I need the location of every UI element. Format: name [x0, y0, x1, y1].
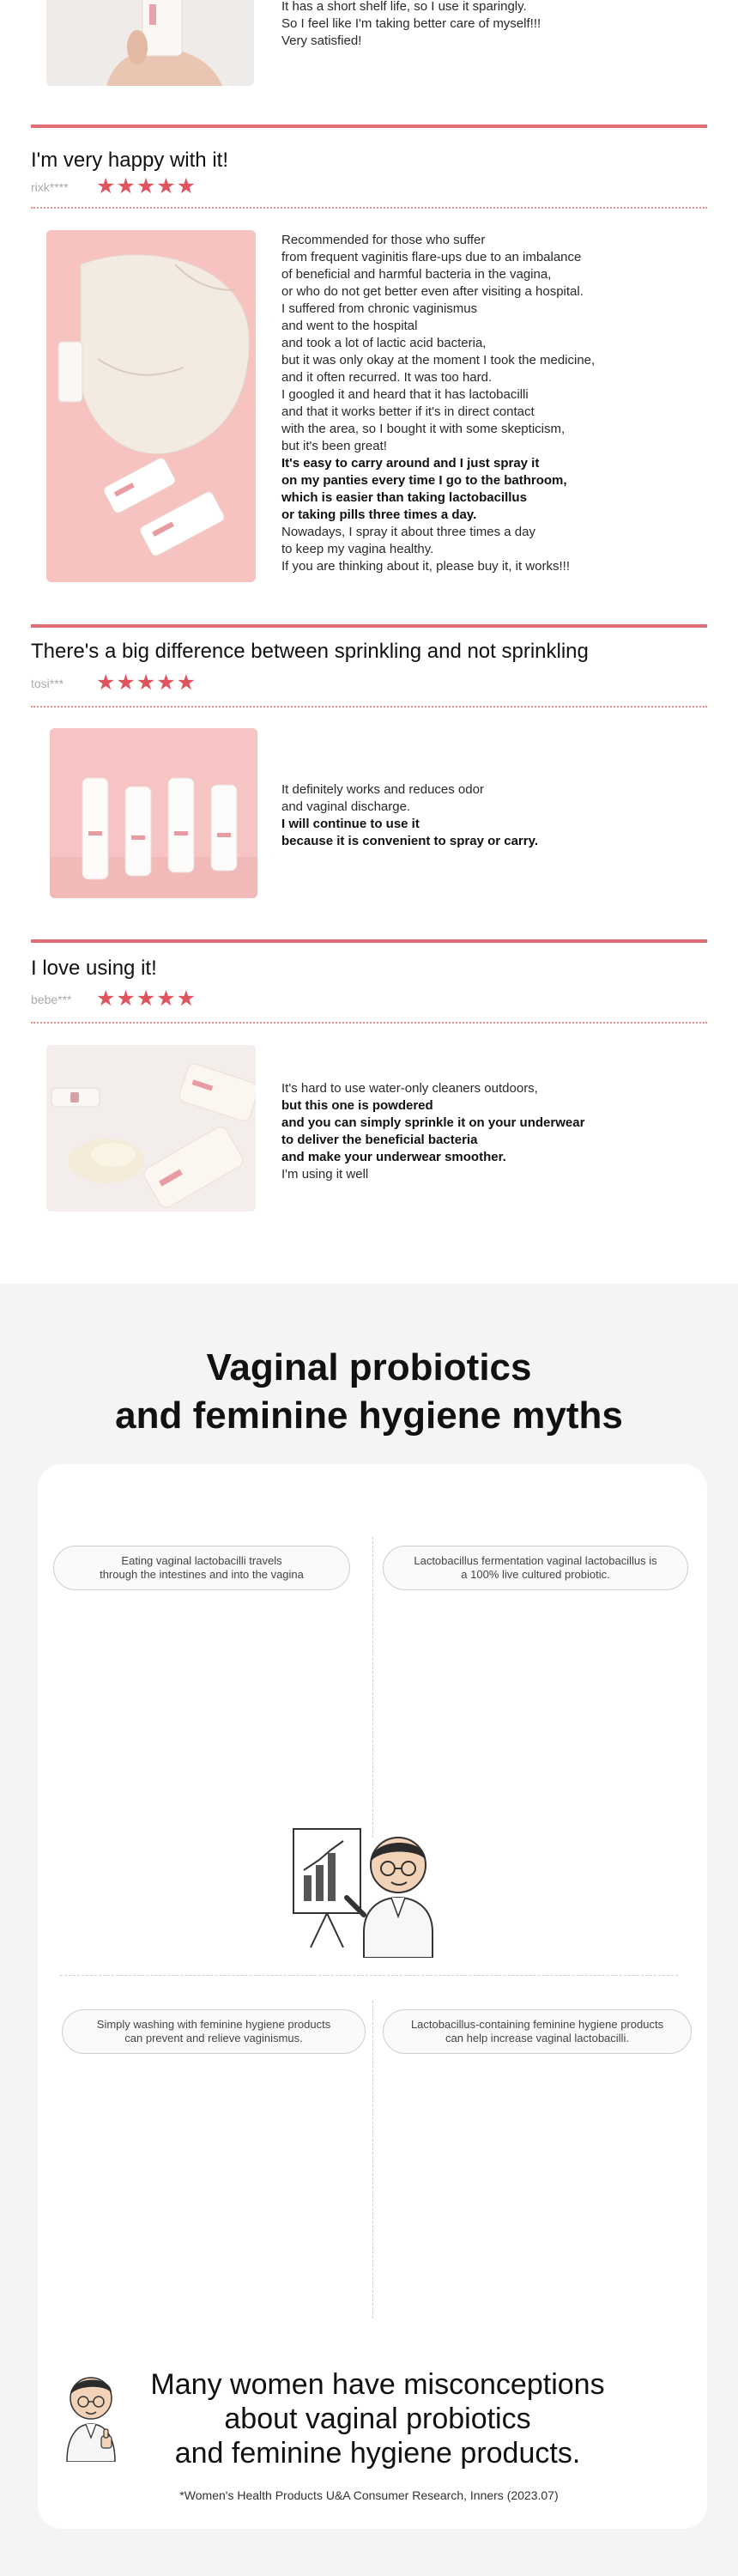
review-text-line: because it is convenient to spray or carry. — [281, 834, 539, 848]
review-text-line: but this one is powdered — [281, 1098, 433, 1113]
pie-slice-label: Normally — [451, 2166, 499, 2179]
conclusion-text-line-2: about vaginal probiotics — [224, 2403, 531, 2435]
reviewer-name: rixk**** — [31, 180, 69, 194]
review-title: I love using it! — [31, 957, 157, 980]
card-divider-horizontal — [60, 1975, 678, 1976]
review-text-line: If you are thinking about it, please buy it, it works!!! — [281, 559, 571, 574]
review-text-line: It has a short shelf life, so I use it sparingly. — [281, 0, 527, 14]
review-dotted-divider — [31, 207, 707, 209]
pie-slice-label: No — [172, 1665, 187, 1679]
pie-slice-label: Yes — [253, 1721, 274, 1735]
review-title: I'm very happy with it! — [31, 149, 228, 172]
four-sticks-image — [50, 728, 257, 898]
reviewer-name: bebe*** — [31, 993, 72, 1006]
review-photo-3 — [46, 1045, 256, 1212]
survey-question-1: Eating vaginal lactobacilli travels through the intestines and into the vagina — [53, 1546, 350, 1590]
pie-slice-value: 52.6 — [251, 1735, 275, 1750]
doctor-presenting-illustration — [285, 1812, 457, 1958]
pie-slice-value: 51.8 — [264, 2189, 288, 2203]
review-text-line: but it was only okay at the moment I took the medicine, — [281, 353, 596, 368]
review-text-line: of beneficial and harmful bacteria in the vagina, — [281, 267, 552, 282]
pie-slice-label: Yes — [579, 1716, 600, 1730]
review-text-line: and went to the hospital — [281, 319, 418, 333]
pie-slice-label: No — [503, 1662, 518, 1676]
powder-products-image — [46, 1045, 256, 1212]
survey-question-2: Lactobacillus fermentation vaginal lactobacillus is a 100% live cultured probiotic. — [383, 1546, 688, 1590]
review-text-line: and took a lot of lactic acid bacteria, — [281, 336, 487, 350]
pie-slice-value: 31.0 — [155, 2213, 180, 2227]
review-text-line: and vaginal discharge. — [281, 799, 411, 814]
review-text-line: on my panties every time I go to the bathroom, — [281, 473, 567, 488]
review-text-1 — [281, 232, 595, 575]
review-dotted-divider — [31, 706, 707, 708]
review-text-line: Nowadays, I spray it about three times a day — [281, 525, 535, 539]
pie-slice-value: 37.8 — [466, 1752, 490, 1766]
review-photo-1 — [46, 230, 256, 582]
pie-slice-label: Normally — [143, 2198, 192, 2212]
review-text-line: It's easy to carry around and I just spray it — [281, 456, 540, 471]
pouch-and-products-image — [46, 230, 256, 582]
review-text-line: but it's been great! — [281, 439, 387, 453]
review-text-line: which is easier than taking lactobacillus — [281, 490, 527, 505]
review-text-line: I'm using it well — [281, 1167, 369, 1182]
review-text-line: with the area, so I bought it with some skepticism, — [281, 422, 566, 436]
review-text-line: It definitely works and reduces odor — [281, 782, 484, 797]
review-text-line: and make your underwear smoother. — [281, 1150, 506, 1164]
survey-question-3: Simply washing with feminine hygiene products can prevent and relieve vaginismus. — [62, 2009, 366, 2054]
star-rating: ★★★★★ — [96, 671, 197, 695]
review-divider — [31, 939, 707, 943]
hand-holding-product-image — [46, 0, 254, 86]
pie-slice-value: 32.2 — [141, 1753, 165, 1767]
survey-question-4: Lactobacillus-containing feminine hygiene products can help increase vaginal lactobacilli. — [383, 2009, 692, 2054]
pie-slice-label: Yes — [266, 2174, 287, 2188]
review-text-line: I googled it and heard that it has lactobacilli — [281, 387, 529, 402]
conclusion-text: Many women have misconceptions — [150, 2368, 605, 2401]
source-footnote: *Women's Health Products U&A Consumer Research, Inners (2023.07) — [179, 2488, 559, 2502]
review-text-3 — [281, 1080, 584, 1183]
review-text-2 — [281, 781, 538, 850]
card-divider-vertical-bottom — [372, 2001, 373, 2318]
review-text-line: to deliver the beneficial bacteria — [281, 1133, 478, 1147]
pie-slice-value: 17.2 — [177, 2136, 202, 2151]
review-divider — [31, 624, 707, 628]
reviewer-name: tosi*** — [31, 677, 64, 690]
pie-slice-value: 8.4 — [508, 2130, 526, 2145]
star-rating: ★★★★★ — [96, 987, 197, 1011]
pie-slice-value: 50.2 — [578, 1731, 602, 1746]
pie-slice-value: 12.0 — [499, 1677, 523, 1692]
conclusion-text-line-3: and feminine hygiene products. — [174, 2437, 581, 2470]
pie-slice-label: Normally — [454, 1737, 503, 1751]
review-divider — [31, 125, 707, 128]
pie-slice-label: No — [509, 2116, 525, 2129]
review-text-line: and that it works better if it's in direct contact — [281, 404, 535, 419]
review-dotted-divider — [31, 1022, 707, 1024]
section-title: Vaginal probiotics — [206, 1346, 532, 1388]
review-title: There's a big difference between sprinkling and not sprinkling — [31, 640, 589, 663]
review-text-line: and it often recurred. It was too hard. — [281, 370, 493, 385]
review-text-line: or who do not get better even after visiting a hospital. — [281, 284, 584, 299]
review-photo-0 — [46, 0, 254, 86]
review-text-line: I will continue to use it — [281, 817, 420, 831]
star-rating: ★★★★★ — [96, 174, 197, 198]
review-text-line: I suffered from chronic vaginismus — [281, 301, 478, 316]
review-text-line: or taking pills three times a day. — [281, 507, 477, 522]
review-text-line: and you can simply sprinkle it on your underwear — [281, 1115, 585, 1130]
review-text-line: from frequent vaginitis flare-ups due to an imbalance — [281, 250, 582, 264]
review-text-line: to keep my vagina healthy. — [281, 542, 434, 556]
review-text-line: Recommended for those who suffer — [281, 233, 486, 247]
review-text-line: It's hard to use water-only cleaners outdoors, — [281, 1081, 538, 1096]
pie-slice-value: 61.4 — [574, 2206, 598, 2221]
review-text-0 — [281, 0, 541, 50]
review-text-line: Very satisfied! — [281, 33, 362, 48]
card-divider-vertical-top — [372, 1537, 373, 1838]
pie-slice-label: Yes — [576, 2191, 596, 2205]
pie-slice-label: Normally — [129, 1738, 177, 1752]
review-text-line: So I feel like I'm taking better care of myself!!! — [281, 16, 541, 31]
pie-slice-label: No — [181, 2122, 197, 2136]
review-photo-2 — [50, 728, 257, 898]
pie-slice-value: 30.2 — [463, 2180, 487, 2195]
pie-slice-value: 15.2 — [167, 1680, 191, 1694]
section-title-line-2: and feminine hygiene myths — [115, 1394, 623, 1437]
